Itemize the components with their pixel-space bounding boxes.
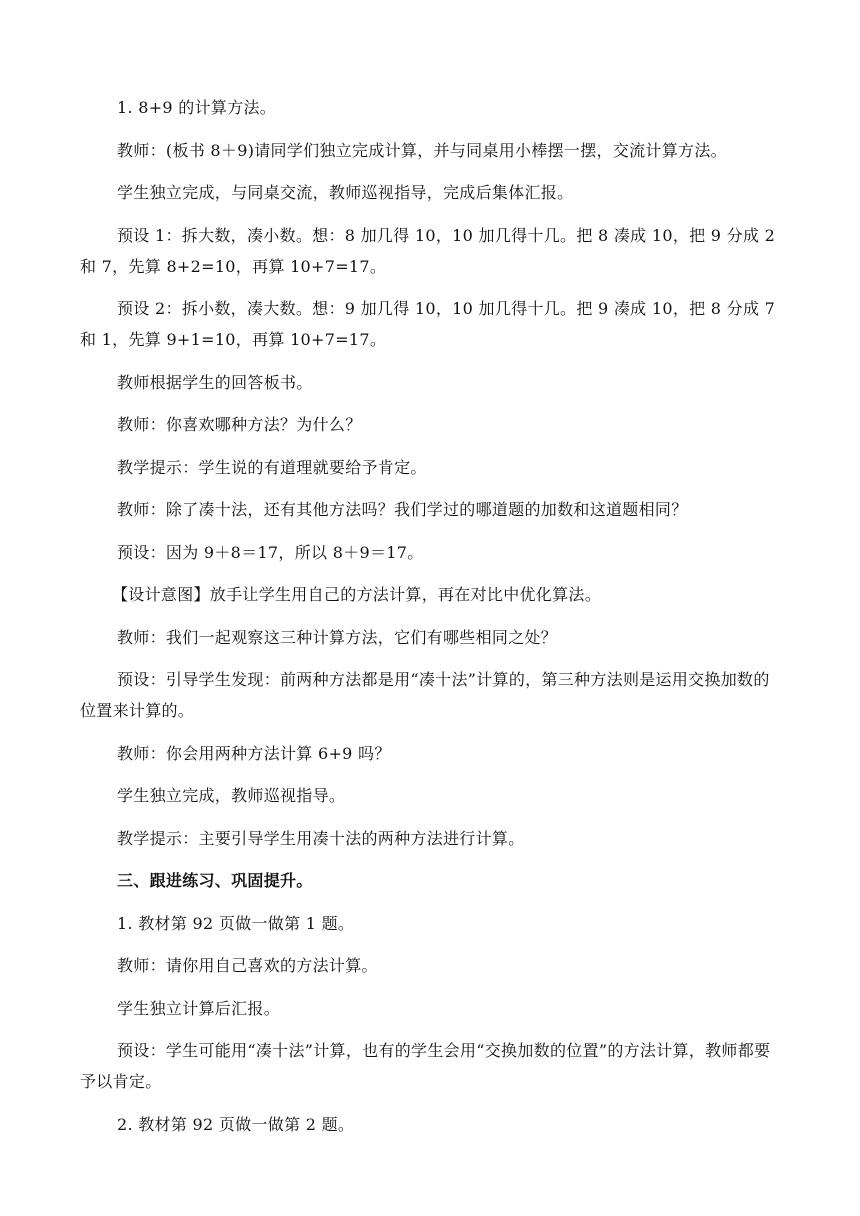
paragraph-14: 教师：你会用两种方法计算 6+9 吗？: [117, 743, 391, 763]
paragraph-9: 教师：除了凑十法，还有其他方法吗？我们学过的哪道题的加数和这道题相同？: [117, 500, 688, 519]
paragraph-4: 预设 1：拆大数，凑小数。想：8 加几得 10，10 加几得十几。把 8 凑成 10，把 9 分成 2 和 7，先算 8+2=10，再算 10+7=17。: [80, 225, 776, 276]
paragraph-20: 学生独立计算后汇报。: [117, 998, 281, 1018]
paragraph-2: 教师：(板书 8＋9)请同学们独立完成计算，并与同桌用小棒摆一摆，交流计算方法。: [117, 140, 727, 160]
paragraph-12: 教师：我们一起观察这三种计算方法，它们有哪些相同之处？: [117, 627, 558, 647]
paragraph-16: 教学提示：主要引导学生用凑十法的两种方法进行计算。: [117, 828, 525, 848]
paragraph-7: 教师：你喜欢哪种方法？为什么？: [117, 415, 362, 434]
paragraph-18: 1. 教材第 92 页做一做第 1 题。: [117, 913, 355, 933]
document-body: [80, 92, 780, 1151]
paragraph-13: 预设：引导学生发现：前两种方法都是用“凑十法”计算的，第三种方法则是运用交换加数的位置来计算的。: [80, 670, 770, 720]
design-intent-paragraph: 【设计意图】放手让学生用自己的方法计算，再在对比中优化算法。: [112, 585, 602, 604]
paragraph-15: 学生独立完成，教师巡视指导。: [117, 786, 346, 805]
paragraph-5: 预设 2：拆小数，凑大数。想：9 加几得 10，10 加几得十几。把 9 凑成 10，把 8 分成 7 和 1，先算 9+1=10，再算 10+7=17。: [80, 299, 776, 349]
paragraph-3: 学生独立完成，与同桌交流，教师巡视指导，完成后集体汇报。: [117, 183, 574, 202]
paragraph-21: 预设：学生可能用“凑十法”计算，也有的学生会用“交换加数的位置”的方法计算，教师都要予以肯定。: [80, 1041, 771, 1091]
paragraph-1: 1. 8+9 的计算方法。: [117, 98, 277, 117]
paragraph-6: 教师根据学生的回答板书。: [117, 372, 313, 392]
paragraph-19: 教师：请你用自己喜欢的方法计算。: [117, 956, 378, 975]
section-heading: 三、跟进练习、巩固提升。: [117, 871, 313, 890]
paragraph-10: 预设：因为 9＋8＝17，所以 8＋9＝17。: [117, 542, 424, 562]
paragraph-22: 2. 教材第 92 页做一做第 2 题。: [117, 1114, 355, 1134]
paragraph-8: 教学提示：学生说的有道理就要给予肯定。: [117, 457, 427, 477]
